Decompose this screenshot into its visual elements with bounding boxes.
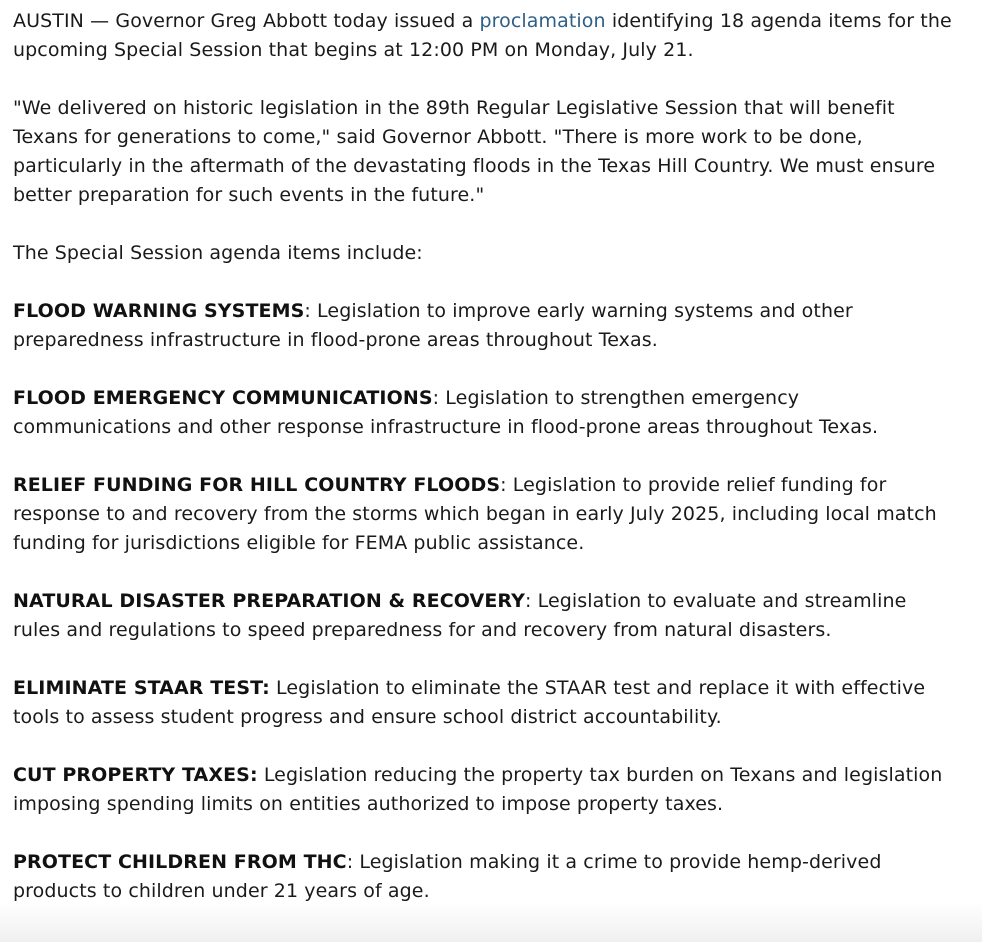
agenda-item-title: FLOOD EMERGENCY COMMUNICATIONS: [13, 387, 433, 409]
agenda-item-description: Legislation making it a crime to provide hemp-derived products to children under 21 years of age.: [13, 851, 882, 902]
agenda-item-title: NATURAL DISASTER PREPARATION & RECOVERY: [13, 590, 525, 612]
agenda-item-description: Legislation to eliminate the STAAR test and replace it with effective tools to assess student progress and ensure school district accountability.: [13, 677, 926, 728]
agenda-item-separator: :: [524, 590, 538, 612]
agenda-item-description: Legislation to strengthen emergency communications and other response infrastructure in flood-prone areas throughout Texas.: [13, 387, 879, 438]
agenda-item-description: Legislation to evaluate and streamline rules and regulations to speed preparedness for and recovery from natural disasters.: [13, 590, 907, 641]
agenda-item-relief-funding: [13, 471, 953, 558]
agenda-item-title: PROTECT CHILDREN FROM THC: [13, 851, 347, 873]
agenda-item-separator: :: [346, 851, 360, 873]
agenda-item-eliminate-staar: [13, 674, 953, 732]
agenda-intro: The Special Session agenda items include:: [13, 242, 423, 264]
intro-paragraph: [13, 7, 953, 65]
proclamation-link[interactable]: proclamation: [479, 10, 606, 32]
agenda-item-title: RELIEF FUNDING FOR HILL COUNTRY FLOODS: [13, 474, 501, 496]
agenda-item-description: Legislation reducing the property tax burden on Texans and legislation imposing spending limits on entities authorized to impose property taxes.: [13, 764, 943, 815]
agenda-item-separator: :: [304, 300, 318, 322]
agenda-item-protect-children-thc: [13, 848, 953, 906]
agenda-item-flood-warning: [13, 297, 953, 355]
agenda-item-title: FLOOD WARNING SYSTEMS: [13, 300, 305, 322]
intro-trailing-text: identifying 18 agenda items for the upcoming Special Session that begins at 12:00 PM on Monday, July 21.: [13, 10, 952, 61]
agenda-item-separator: :: [500, 474, 513, 496]
agenda-item-flood-communications: [13, 384, 953, 442]
intro-lead-text: AUSTIN — Governor Greg Abbott today issued a: [13, 10, 480, 32]
agenda-item-description: Legislation to improve early warning systems and other preparedness infrastructure in flood-prone areas throughout Texas.: [13, 300, 853, 351]
agenda-item-property-taxes: [13, 761, 953, 819]
agenda-item-separator: :: [432, 387, 446, 409]
agenda-item-title: CUT PROPERTY TAXES:: [13, 764, 258, 786]
governor-quote: "We delivered on historic legislation in the 89th Regular Legislative Session that will benefit Texans for generations to come," said Governor Abbott. "There is more work to be done, particularly in the aftermath of the devastating floods in the Texas Hill Country. We must ensure better preparation for such events in the future.": [13, 97, 936, 206]
agenda-item-title: ELIMINATE STAAR TEST:: [13, 677, 270, 699]
agenda-item-disaster-preparation: [13, 587, 953, 645]
agenda-item-description: Legislation to provide relief funding for response to and recovery from the storms which began in early July 2025, including local match funding for jurisdictions eligible for FEMA public assistance.: [13, 474, 937, 554]
press-release-body: [13, 7, 953, 935]
